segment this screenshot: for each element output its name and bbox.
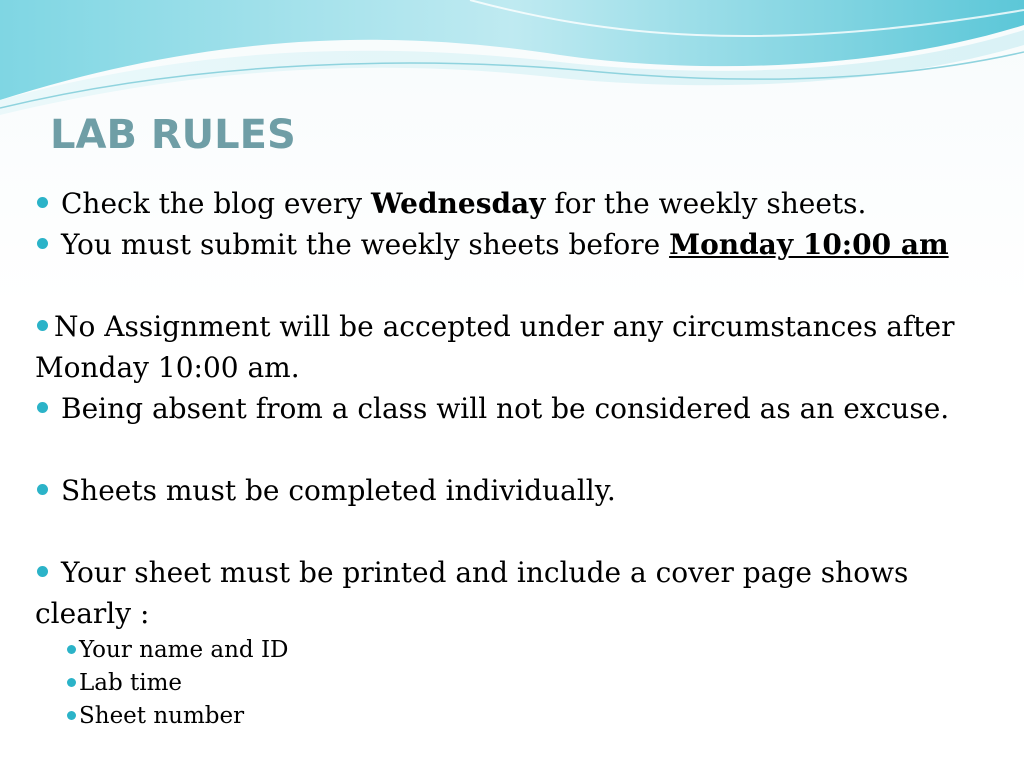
rule-absence [35,388,995,429]
spacer [35,511,995,552]
rule-submit-deadline [35,224,995,265]
rule-text: for the weekly sheets. [545,187,867,220]
bullet-icon [37,320,48,331]
rule-blog-check [35,183,995,224]
sub-item-label: Your name and ID [79,637,289,663]
rule-text: No Assignment will be accepted under any circumstances after [54,310,955,343]
rule-deadline: Monday 10:00 am [669,228,949,261]
rule-text: Sheets must be completed individually. [61,474,616,507]
sub-item-name-id [35,634,995,667]
rule-no-late [35,306,995,388]
rule-individual [35,470,995,511]
rule-text: Check the blog every [61,187,371,220]
bullet-icon [67,711,76,720]
rule-text: clearly : [35,597,150,630]
rule-text: Monday 10:00 am. [35,351,300,384]
sub-item-sheet-number [35,700,995,733]
bullet-icon [67,645,76,654]
rules-list [35,183,995,733]
sub-item-label: Lab time [79,670,183,696]
rule-text: Being absent from a class will not be considered as an excuse. [61,392,950,425]
rule-text: You must submit the weekly sheets before [61,228,670,261]
rule-emphasis: Wednesday [370,187,546,220]
bullet-icon [67,678,76,687]
bullet-icon [37,566,48,577]
bullet-icon [37,402,48,413]
sub-item-lab-time [35,667,995,700]
bullet-icon [37,238,48,249]
rule-printed-cover [35,552,995,634]
spacer [35,429,995,470]
rule-text: Your sheet must be printed and include a cover page shows [61,556,909,589]
header-wave-decoration [0,0,1024,130]
spacer [35,265,995,306]
slide-title: LAB RULES [50,112,296,158]
bullet-icon [37,197,48,208]
sub-item-label: Sheet number [79,703,245,729]
bullet-icon [37,484,48,495]
